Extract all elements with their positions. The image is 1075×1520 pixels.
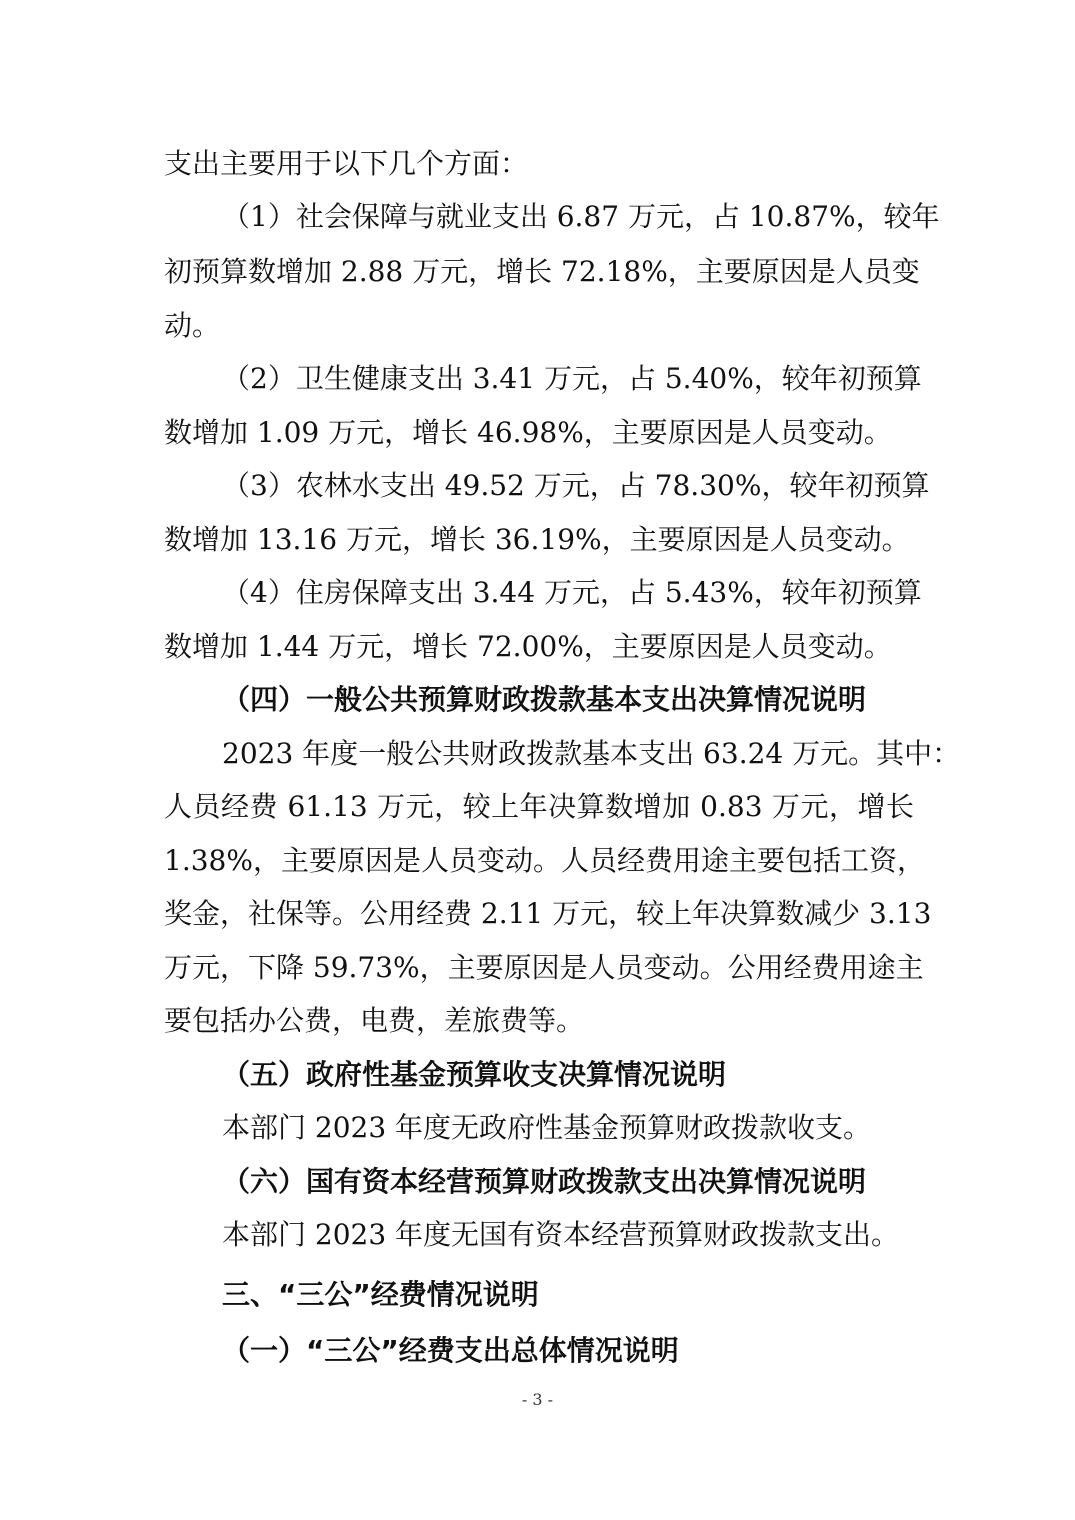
subsection-heading-1: （一）“三公”经费支出总体情况说明	[222, 1334, 679, 1367]
item-4-line-2: 数增加 1.44 万元，增长 72.00%，主要原因是人员变动。	[164, 630, 892, 663]
section-heading-6: （六）国有资本经营预算财政拨款支出决算情况说明	[222, 1165, 867, 1198]
paragraph-line: 支出主要用于以下几个方面：	[164, 147, 529, 180]
fund-budget-note: 本部门 2023 年度无政府性基金预算财政拨款收支。	[222, 1111, 872, 1144]
item-4-line-1: （4）住房保障支出 3.44 万元，占 5.43%，较年初预算	[222, 576, 922, 609]
basic-expense-line-3: 1.38%，主要原因是人员变动。人员经费用途主要包括工资，	[164, 844, 925, 877]
item-2-line-1: （2）卫生健康支出 3.41 万元，占 5.40%，较年初预算	[222, 362, 922, 395]
item-1-line-1: （1）社会保障与就业支出 6.87 万元，占 10.87%，较年	[222, 200, 940, 233]
basic-expense-line-4: 奖金，社保等。公用经费 2.11 万元，较上年决算数减少 3.13	[164, 897, 932, 930]
section-heading-4: （四）一般公共预算财政拨款基本支出决算情况说明	[222, 683, 867, 716]
section-heading-5: （五）政府性基金预算收支决算情况说明	[222, 1058, 727, 1091]
state-capital-note: 本部门 2023 年度无国有资本经营预算财政拨款支出。	[222, 1218, 900, 1251]
item-2-line-2: 数增加 1.09 万元，增长 46.98%，主要原因是人员变动。	[164, 416, 892, 449]
basic-expense-line-2: 人员经费 61.13 万元，较上年决算数增加 0.83 万元，增长	[164, 790, 914, 823]
chapter-heading-3: 三、“三公”经费情况说明	[222, 1278, 539, 1311]
basic-expense-line-1: 2023 年度一般公共财政拨款基本支出 63.24 万元。其中：	[222, 737, 961, 770]
basic-expense-line-6: 要包括办公费，电费，差旅费等。	[164, 1004, 585, 1037]
basic-expense-line-5: 万元，下降 59.73%，主要原因是人员变动。公用经费用途主	[164, 951, 924, 984]
page-number: - 3 -	[521, 1390, 554, 1409]
item-3-line-2: 数增加 13.16 万元，增长 36.19%，主要原因是人员变动。	[164, 523, 910, 556]
item-1-line-2: 初预算数增加 2.88 万元，增长 72.18%，主要原因是人员变	[164, 255, 920, 288]
item-1-line-3: 动。	[164, 309, 221, 342]
item-3-line-1: （3）农林水支出 49.52 万元，占 78.30%，较年初预算	[222, 469, 930, 502]
